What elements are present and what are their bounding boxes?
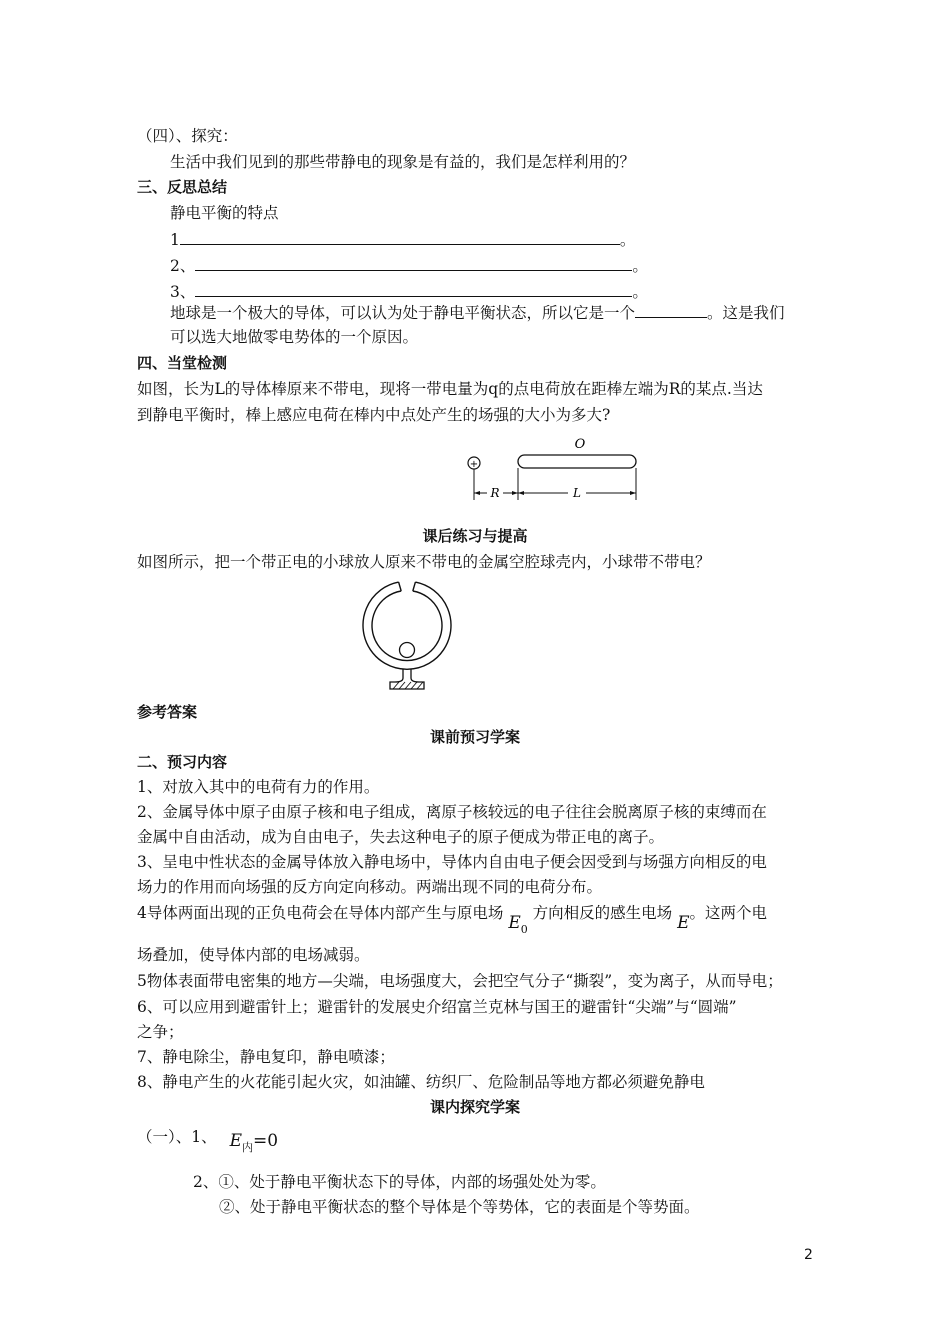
gap-edge-left xyxy=(399,582,402,591)
hatch xyxy=(405,682,411,689)
hatch xyxy=(399,682,405,689)
o-label: O xyxy=(574,437,586,452)
after-question: 如图所示，把一个带正电的小球放人原来不带电的金属空腔球壳内，小球带不带电？ xyxy=(137,553,711,571)
r-label: R xyxy=(490,486,500,500)
reflect-intro: 静电平衡的特点 xyxy=(170,204,279,222)
check-heading: 四、当堂检测 xyxy=(137,354,228,372)
answers-heading: 参考答案 xyxy=(137,703,198,721)
answer-6-line1: 6、可以应用到避雷针上；避雷针的发展史介绍富兰克林与国王的避雷针“尖端”与“圆端” xyxy=(137,998,737,1016)
answer-2-line1: 2、金属导体中原子由原子核和电子组成，离原子核较远的电子往往会脱离原子核的束缚而在 xyxy=(137,803,767,821)
charged-ball xyxy=(400,643,415,658)
answer-8: 8、静电产生的火花能引起火灾，如油罐、纺织厂、危险制品等地方都必须避免静电 xyxy=(137,1073,705,1091)
e-inner-symbol: $E_内$ xyxy=(229,1131,253,1154)
e0-symbol: $E_0$ xyxy=(508,913,528,936)
shell-figure xyxy=(355,576,465,692)
reflect-item-3: 3、 。 xyxy=(170,283,648,301)
hatch xyxy=(411,682,417,689)
rod-figure xyxy=(460,430,650,505)
in-class-1: （一）、1、 $E_内=0$ xyxy=(137,1128,279,1154)
arrow-icon xyxy=(518,491,524,495)
answer-2-line2: 金属中自由活动，成为自由电子，失去这种电子的原子便成为带正电的离子。 xyxy=(137,828,665,846)
in-class-heading: 课内探究学案 xyxy=(429,1098,520,1116)
arrow-icon xyxy=(474,491,480,495)
answer-5: 5物体表面带电密集的地方—尖端，电场强度大，会把空气分子“撕裂”，变为离子，从而导电； xyxy=(137,972,783,990)
check-line2: 到静电平衡时，棒上感应电荷在棒内中点处产生的场强的大小为多大? xyxy=(137,406,611,424)
e-symbol: E xyxy=(677,913,690,933)
in-class-2-line2: ②、处于静电平衡状态的整个导体是个等势体，它的表面是个等势面。 xyxy=(219,1198,700,1216)
page-number: 2 xyxy=(804,1247,813,1263)
earth-text-line1: 地球是一个极大的导体，可以认为处于静电平衡状态，所以它是一个 。这是我们 xyxy=(170,304,785,322)
explore-question: 生活中我们见到的那些带静电的现象是有益的，我们是怎样利用的？ xyxy=(170,153,636,171)
answer-7: 7、静电除尘，静电复印，静电喷漆； xyxy=(137,1048,395,1066)
reflect-item-1: 1 。 xyxy=(170,231,636,249)
blank-line[interactable] xyxy=(195,255,632,271)
hatch xyxy=(393,682,399,689)
answer-3-line1: 3、呈电中性状态的金属导体放入静电场中，导体内自由电子便会因受到与场强方向相反的电 xyxy=(137,853,767,871)
in-class-2-line1: 2、①、处于静电平衡状态下的导体，内部的场强处处为零。 xyxy=(193,1173,606,1191)
earth-text-line2: 可以选大地做零电势体的一个原因。 xyxy=(170,328,419,346)
l-label: L xyxy=(573,486,581,500)
blank-line[interactable] xyxy=(180,229,620,245)
sec2-heading: 二、预习内容 xyxy=(137,753,228,771)
reflect-heading: 三、反思总结 xyxy=(137,178,228,196)
conductor-rod xyxy=(518,455,636,468)
reflect-item-2: 2、 。 xyxy=(170,257,648,275)
answer-4-line2: 场叠加，使导体内部的电场减弱。 xyxy=(137,946,370,964)
answer-3-line2: 场力的作用而向场强的反方向定向移动。两端出现不同的电荷分布。 xyxy=(137,878,603,896)
pre-heading: 课前预习学案 xyxy=(429,728,520,746)
answer-1: 1、对放入其中的电荷有力的作用。 xyxy=(137,778,380,796)
after-heading: 课后练习与提高 xyxy=(422,527,528,545)
blank-line[interactable] xyxy=(195,281,632,297)
answer-4-line1: 4导体两面出现的正负电荷会在导体内部产生与原电场 $E_0$ 方向相反的感生电场 E。这两个电 xyxy=(137,904,768,936)
plus-label: + xyxy=(469,459,479,470)
blank-line[interactable] xyxy=(635,302,707,318)
explore-heading: （四）、探究： xyxy=(137,127,238,145)
hatch xyxy=(417,682,423,689)
arrow-icon xyxy=(630,491,636,495)
answer-6-line2: 之争； xyxy=(137,1023,184,1041)
check-line1: 如图，长为L的导体棒原来不带电，现将一带电量为q的点电荷放在距棒左端为R的某点.当达 xyxy=(137,380,763,398)
arrow-icon xyxy=(512,491,518,495)
gap-edge-right xyxy=(413,582,416,591)
